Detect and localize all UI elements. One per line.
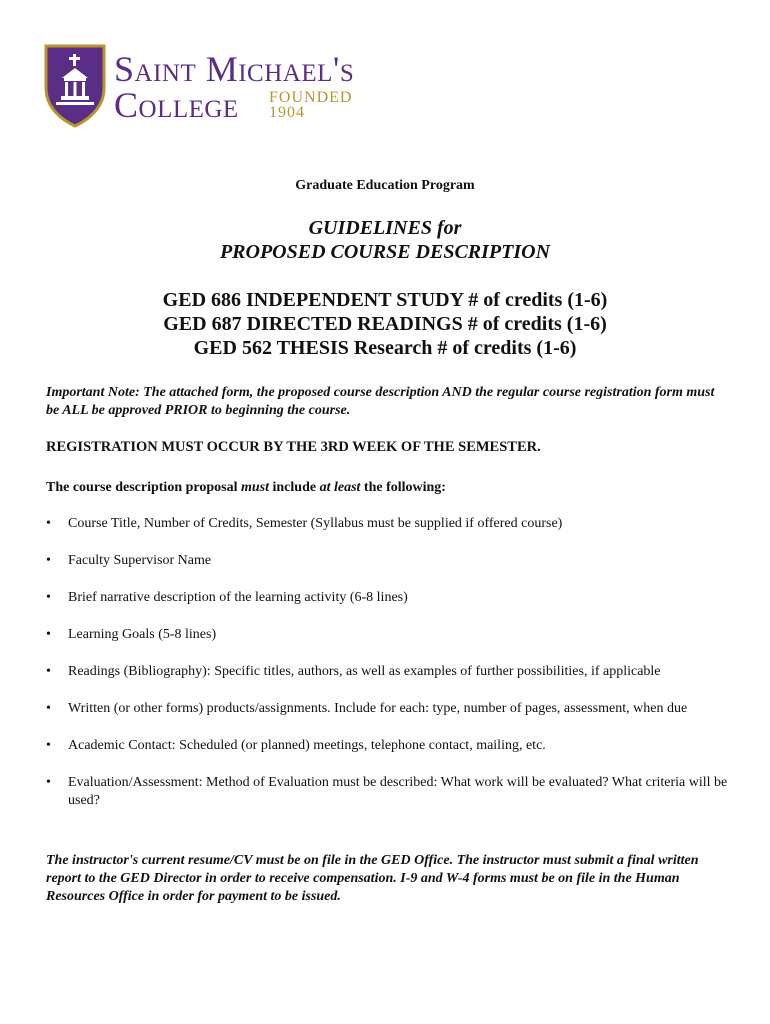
guidelines-line1: GUIDELINES for (308, 217, 462, 239)
logo-founded (269, 90, 352, 120)
bullet-icon: • (46, 738, 51, 753)
list-item (46, 774, 736, 810)
proposal-emphasis-at-least: at least (319, 480, 361, 495)
shield-logo-icon (44, 44, 106, 128)
list-item (46, 626, 736, 644)
bullet-icon: • (46, 664, 51, 679)
course-line: GED 686 INDEPENDENT STUDY # of credits (1-6) (162, 289, 608, 311)
list-item-text: Written (or other forms) products/assignments. Include for each: type, number of pages, assessment, when due (68, 701, 688, 716)
course-list (0, 288, 770, 360)
bullet-icon: • (46, 516, 51, 531)
list-item-text: Learning Goals (5-8 lines) (68, 627, 217, 642)
bullet-icon: • (46, 590, 51, 605)
course-line: GED 562 THESIS Research # of credits (1-6) (193, 337, 577, 359)
list-item-text: Readings (Bibliography): Specific titles, authors, as well as examples of further possibilities, if applicable (68, 664, 661, 679)
list-item (46, 589, 736, 607)
list-item (46, 663, 736, 681)
bullet-icon: • (46, 775, 51, 790)
registration-deadline: REGISTRATION MUST OCCUR BY THE 3RD WEEK OF THE SEMESTER. (46, 439, 541, 455)
logo-name-line1: Saint Michael's (114, 49, 355, 89)
proposal-emphasis-must: must (240, 480, 269, 495)
bullet-icon: • (46, 553, 51, 568)
logo-founded-label: FOUNDED (269, 89, 353, 106)
requirements-list (46, 515, 736, 829)
instructor-requirements-note: The instructor's current resume/CV must be on file in the GED Office. The instructor must submit a final written report to the GED Director in order to receive compensation. I-9 and W-4 forms must be on file in the Human Resources Office in order for payment to be issued. (46, 853, 699, 904)
bullet-icon: • (46, 701, 51, 716)
list-item-text: Academic Contact: Scheduled (or planned) meetings, telephone contact, mailing, etc. (68, 738, 546, 753)
list-item (46, 737, 736, 755)
list-item (46, 552, 736, 570)
proposal-text: The course description proposal (46, 480, 241, 495)
logo-founded-year: 1904 (269, 104, 305, 121)
proposal-intro (46, 480, 446, 496)
list-item (46, 700, 736, 718)
college-logo (44, 44, 414, 128)
proposal-text: include (269, 480, 320, 495)
important-note: Important Note: The attached form, the proposed course description AND the regular course registration form must be ALL be approved PRIOR to beginning the course. (46, 385, 715, 418)
program-title: Graduate Education Program (295, 178, 475, 193)
list-item-text: Evaluation/Assessment: Method of Evaluation must be described: What work will be evaluated? What criteria will be used? (68, 775, 728, 808)
course-line: GED 687 DIRECTED READINGS # of credits (1-6) (163, 313, 607, 335)
guidelines-heading (0, 216, 770, 264)
bullet-icon: • (46, 627, 51, 642)
guidelines-line2: PROPOSED COURSE DESCRIPTION (219, 241, 551, 263)
logo-name-line2: College (114, 85, 239, 125)
list-item-text: Faculty Supervisor Name (68, 553, 212, 568)
list-item-text: Brief narrative description of the learning activity (6-8 lines) (68, 590, 408, 605)
list-item-text: Course Title, Number of Credits, Semester (Syllabus must be supplied if offered course) (68, 516, 563, 531)
proposal-text: the following: (360, 480, 446, 495)
list-item (46, 515, 736, 533)
